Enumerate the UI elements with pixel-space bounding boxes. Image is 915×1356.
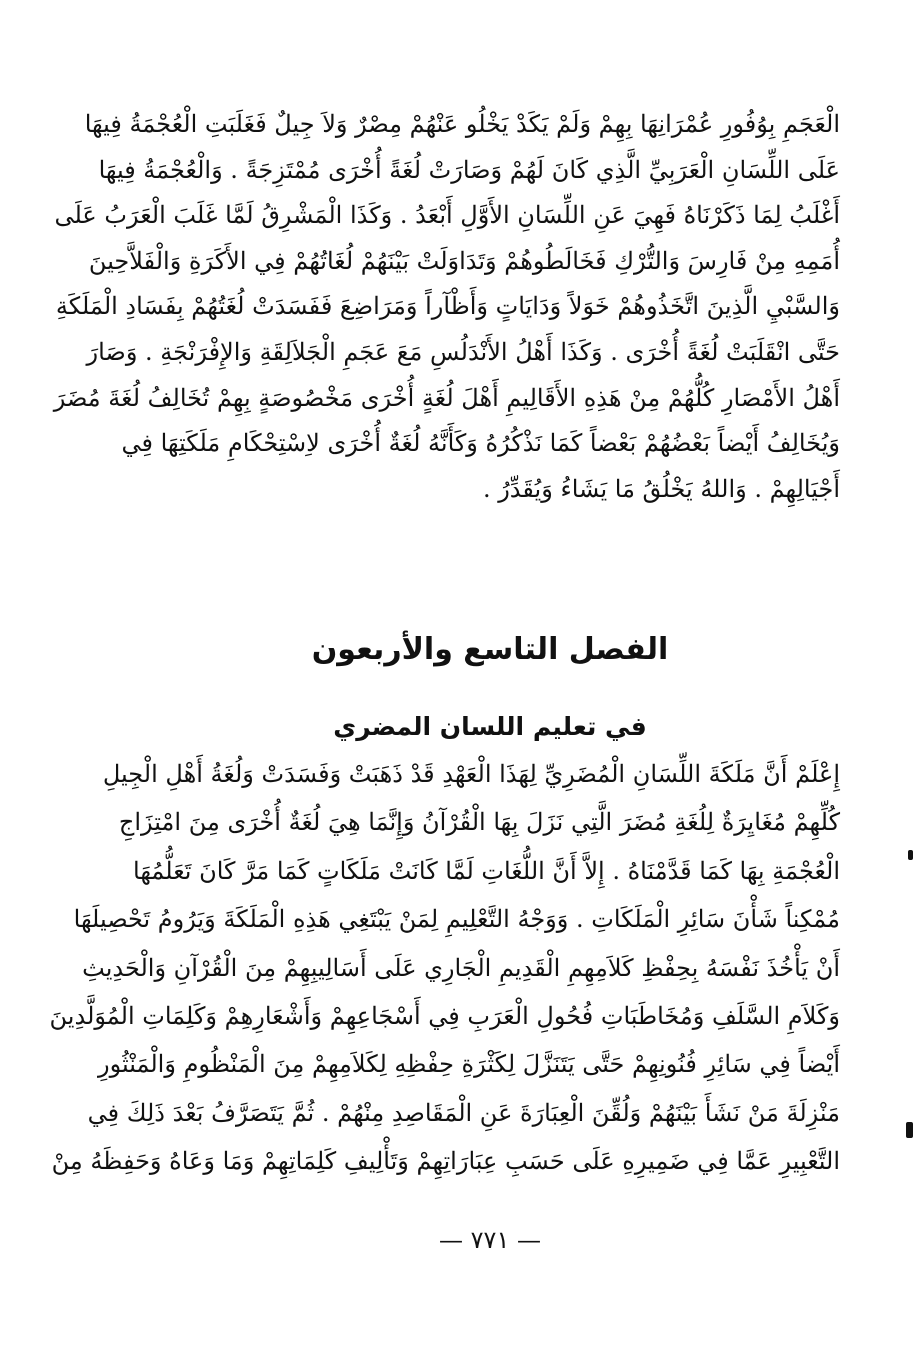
text-line: مُمْكِناً شَأْنَ سَائِرِ الْمَلَكَاتِ . وَوَجْهُ التَّعْلِيمِ لِمَنْ يَبْتَغِي هَذِهِ الْمَلَكَةَ وَيَرُومُ تَحْصِيلَهَا — [73, 905, 840, 934]
text-line: الْعُجْمَةِ بِهَا كَمَا قَدَّمْنَاهُ . إِلاَّ أَنَّ اللُّغَاتِ لَمَّا كَانَتْ مَلَكَاتٍ كَمَا مَرَّ كَانَ تَعَلُّمُهَا — [133, 856, 840, 885]
chapter-title: الفصل التاسع والأربعون — [311, 632, 669, 667]
text-line: كُلِّهِمْ مُغَايِرَةٌ لِلُغَةِ مُضَرَ الَّتِي نَزَلَ بِهَا الْقُرْآنُ وَإِنَّمَا هِيَ لُغَةٌ أُخْرَى مِنَ امْتِزَاجِ — [118, 808, 840, 837]
text-line: حَتَّى انْقَلَبَتْ لُغَةً أُخْرَى . وَكَذَا أَهْلُ الأَنْدَلُسِ مَعَ عَجَمِ الْجَلاَلِقَةِ وَالإِفْرَنْجَةِ . وَصَارَ — [86, 337, 840, 366]
text-line: وَالسَّبْيِ الَّذِينَ اتَّخَذُوهُمْ خَوَلاً وَدَايَاتٍ وَأَظْآراً وَمَرَاضِعَ فَفَسَدَتْ لُغَتُهُمْ بِفَسَادِ الْمَلَكَةِ — [55, 292, 840, 321]
text-line: أَجْيَالِهِمْ . وَاللهُ يَخْلُقُ مَا يَشَاءُ وَيُقَدِّرُ . — [482, 474, 840, 503]
paragraph-body — [49, 750, 840, 1186]
text-line: عَلَى اللِّسَانِ الْعَرَبِيِّ الَّذِي كَانَ لَهُمْ وَصَارَتْ لُغَةً أُخْرَى مُمْتَزِجَةً . وَالْعُجْمَةُ فِيهَا — [98, 155, 840, 184]
page-number: — ٧٧١ — — [439, 1226, 541, 1254]
text-line: أَيْضاً فِي سَائِرِ فُنُونِهِمْ حَتَّى يَتَنَزَّلَ لِكَثْرَةِ حِفْظِهِ لِكَلاَمِهِمْ مِنَ الْمَنْظُومِ وَالْمَنْثُورِ — [98, 1050, 840, 1079]
text-line: مَنْزِلَةَ مَنْ نَشَأَ بَيْنَهُمْ وَلُقِّنَ الْعِبَارَةَ عَنِ الْمَقَاصِدِ مِنْهُمْ . ثُمَّ يَتَصَرَّفُ بَعْدَ ذَلِكَ فِي — [87, 1098, 840, 1127]
text-line: أُمَمِهِ مِنْ فَارِسَ وَالتُّرْكِ فَخَالَطُوهُمْ وَتَدَاوَلَتْ بَيْنَهُمْ لُغَاتُهُمْ فِي الأَكَرَةِ وَالْفَلاَّحِينَ — [88, 246, 840, 275]
section-title: في تعليم اللسان المضري — [333, 712, 647, 741]
text-line: الْعَجَمِ بِوُفُورِ عُمْرَانِهَا بِهِمْ وَلَمْ يَكَدْ يَخْلُو عَنْهُمْ مِصْرٌ وَلاَ جِيلٌ فَغَلَبَتِ الْعُجْمَةُ فِيهَا — [84, 110, 840, 138]
text-line: أَغْلَبُ لِمَا ذَكَرْنَاهُ فَهِيَ عَنِ اللِّسَانِ الأَوَّلِ أَبْعَدُ . وَكَذَا الْمَشْرِقُ لَمَّا غَلَبَ الْعَرَبُ عَلَى — [54, 201, 840, 230]
scan-artifact-mark — [908, 850, 913, 860]
paragraph-continuation — [53, 102, 840, 512]
text-line: أَنْ يَأْخُذَ نَفْسَهُ بِحِفْظِ كَلاَمِهِمِ الْقَدِيمِ الْجَارِي عَلَى أَسَالِيبِهِمْ مِنَ الْقُرْآنِ وَالْحَدِيثِ — [82, 953, 840, 982]
text-line: أَهْلُ الأَمْصَارِ كُلُّهُمْ مِنْ هَذِهِ الأَقَالِيمِ أَهْلَ لُغَةٍ أُخْرَى مَخْصُوصَةٍ بِهِمْ تُخَالِفُ لُغَةَ مُضَرَ — [53, 383, 840, 412]
text-line: التَّعْبِيرِ عَمَّا فِي ضَمِيرِهِ عَلَى حَسَبِ عِبَارَاتِهِمْ وَتَأْلِيفِ كَلِمَاتِهِمْ وَمَا وَعَاهُ وَحَفِظَهُ مِنْ — [51, 1147, 840, 1176]
scan-artifact-mark — [906, 1122, 913, 1138]
text-line: وَيُخَالِفُ أَيْضاً بَعْضُهُمْ بَعْضاً كَمَا نَذْكُرُهُ وَكَأَنَّهُ لُغَةٌ أُخْرَى لاِسْتِحْكَامِ مَلَكَتِهَا فِي — [121, 429, 840, 458]
text-line: إِعْلَمْ أَنَّ مَلَكَةَ اللِّسَانِ الْمُضَرِيِّ لِهَذَا الْعَهْدِ قَدْ ذَهَبَتْ وَفَسَدَتْ وَلُغَةُ أَهْلِ الْجِيلِ — [102, 760, 840, 788]
text-line: وَكَلاَمِ السَّلَفِ وَمُخَاطَبَاتِ فُحُولِ الْعَرَبِ فِي أَسْجَاعِهِمْ وَأَشْعَارِهِمْ وَكَلِمَاتِ الْمُوَلَّدِينَ — [49, 1001, 840, 1030]
